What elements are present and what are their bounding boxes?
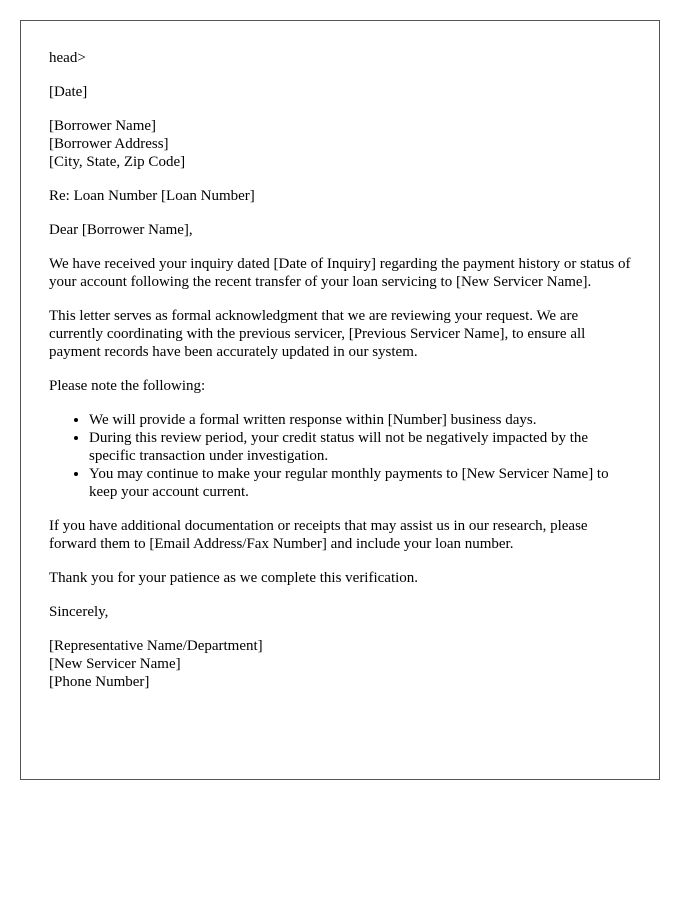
signature-block xyxy=(49,637,633,691)
recipient-city-state-zip: [City, State, Zip Code] xyxy=(49,154,186,170)
bullet-item-response-time: • We will provide a formal written response within [Number] business days. xyxy=(89,411,633,429)
letter-date: [Date] xyxy=(49,84,88,100)
signature-phone: [Phone Number] xyxy=(49,674,150,690)
letter-body xyxy=(49,49,633,707)
recipient-address: [Borrower Address] xyxy=(49,136,169,152)
recipient-name: [Borrower Name] xyxy=(49,118,157,134)
bullet-item-continue-payments: • You may continue to make your regular monthly payments to [New Servicer Name] to keep your account current. xyxy=(89,465,633,501)
salutation: Dear [Borrower Name], xyxy=(49,222,193,238)
paragraph-acknowledgment: This letter serves as formal acknowledgment that we are reviewing your request. We are currently coordinating with the previous servicer, [Previous Servicer Name], to ensure all payment records have been accurately updated in our system. xyxy=(49,308,586,360)
stray-markup-text: head> xyxy=(49,50,86,66)
notice-bullet-list xyxy=(49,411,633,501)
signature-servicer: [New Servicer Name] xyxy=(49,656,181,672)
signature-representative: [Representative Name/Department] xyxy=(49,638,263,654)
bullet-item-credit-status: • During this review period, your credit status will not be negatively impacted by the specific transaction under investigation. xyxy=(89,429,633,465)
paragraph-documentation: If you have additional documentation or receipts that may assist us in our research, please forward them to [Email Address/Fax Number] and include your loan number. xyxy=(49,518,588,552)
subject-line: Re: Loan Number [Loan Number] xyxy=(49,188,255,204)
recipient-address-block xyxy=(49,117,633,171)
paragraph-inquiry-received: We have received your inquiry dated [Date of Inquiry] regarding the payment history or status of your account following the recent transfer of your loan servicing to [New Servicer Name]. xyxy=(49,256,631,290)
paragraph-thank-you: Thank you for your patience as we complete this verification. xyxy=(49,570,419,586)
closing: Sincerely, xyxy=(49,604,109,620)
letter-frame xyxy=(20,20,660,780)
paragraph-note-intro: Please note the following: xyxy=(49,378,206,394)
